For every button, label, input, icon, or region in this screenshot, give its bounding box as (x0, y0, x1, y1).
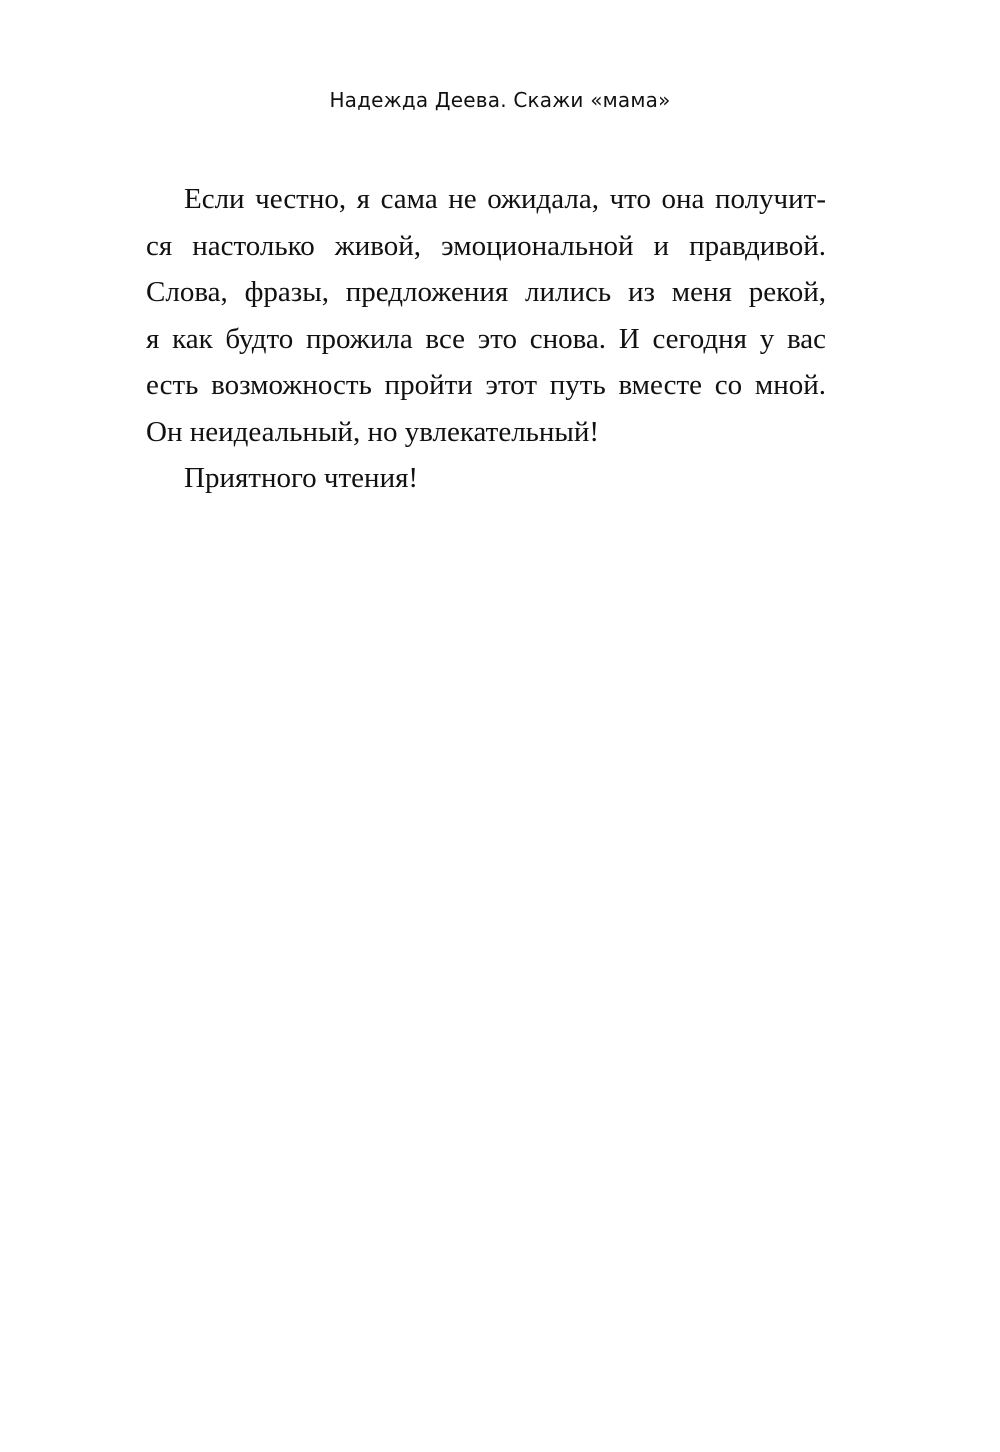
text-line: есть возможность пройти этот путь вместе со мной. (146, 369, 826, 401)
text-line: Слова, фразы, предложения лились из меня рекой, (146, 276, 826, 308)
running-header: Надежда Деева. Скажи «мама» (329, 88, 671, 112)
text-line: Приятного чтения! (184, 462, 419, 494)
text-line: Если честно, я сама не ожидала, что она получит- (184, 183, 826, 215)
text-line: ся настолько живой, эмоциональной и правдивой. (146, 229, 826, 262)
page-body (146, 176, 826, 502)
paragraph (146, 176, 826, 455)
text-line: я как будто прожила все это снова. И сегодня у вас (146, 322, 826, 355)
paragraph (146, 455, 826, 502)
text-line: Он неидеальный, но увлекательный! (146, 415, 600, 448)
